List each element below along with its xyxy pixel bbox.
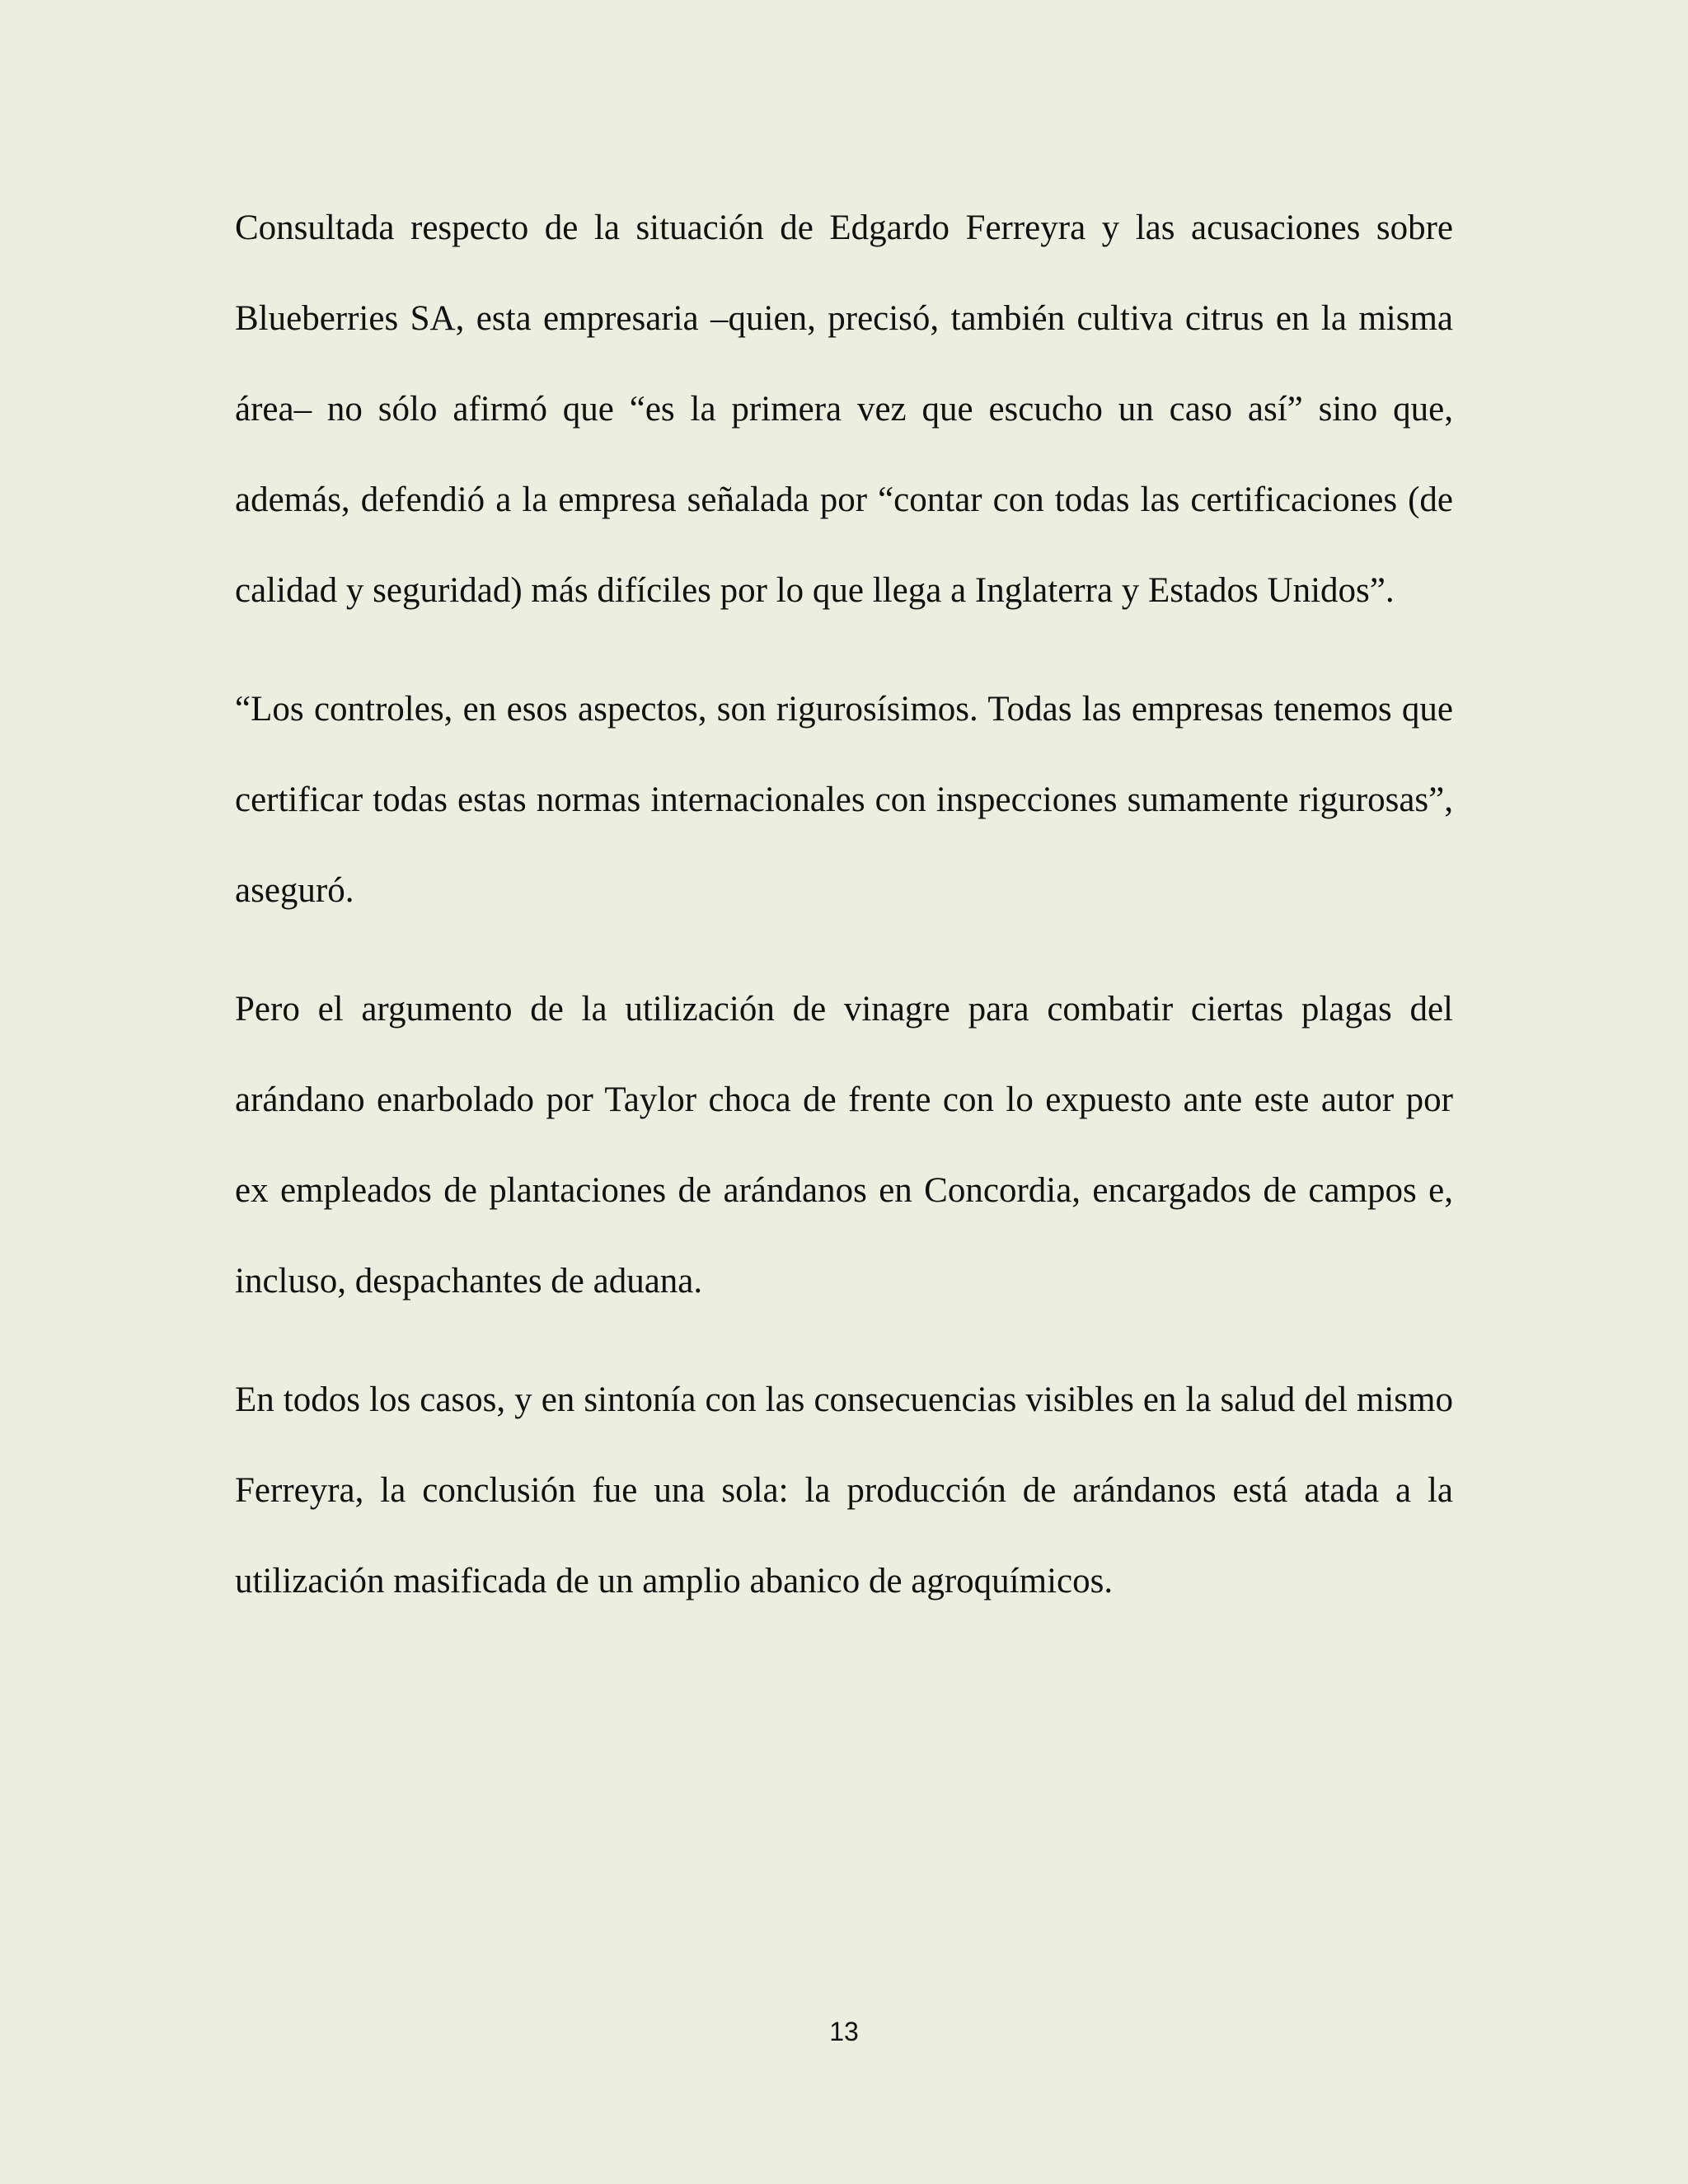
paragraph-2: “Los controles, en esos aspectos, son rigurosísimos. Todas las empresas tenemos que certificar todas estas normas internacionales con inspecciones sumamente rigurosas”, aseguró. xyxy=(235,690,1453,910)
page-number: 13 xyxy=(829,2017,859,2046)
paragraph-4: En todos los casos, y en sintonía con las consecuencias visibles en la salud del mismo Ferreyra, la conclusión fue una sola: la producción de arándanos está atada a la utilización masificada de un amplio abanico de agroquímicos. xyxy=(235,1380,1453,1601)
paragraph-1: Consultada respecto de la situación de Edgardo Ferreyra y las acusaciones sobre Blueberries SA, esta empresaria –quien, precisó, también cultiva citrus en la misma área– no sólo afirmó que “es la primera vez que escucho un caso así” sino que, además, defendió a la empresa señalada por “contar con todas las certificaciones (de calidad y seguridad) más difíciles por lo que llega a Inglaterra y Estados Unidos”. xyxy=(235,209,1453,610)
paragraph-3: Pero el argumento de la utilización de vinagre para combatir ciertas plagas del arándano enarbolado por Taylor choca de frente con lo expuesto ante este autor por ex empleados de plantaciones de arándanos en Concordia, encargados de campos e, incluso, despachantes de aduana. xyxy=(235,990,1453,1301)
body-text xyxy=(235,183,1453,1627)
